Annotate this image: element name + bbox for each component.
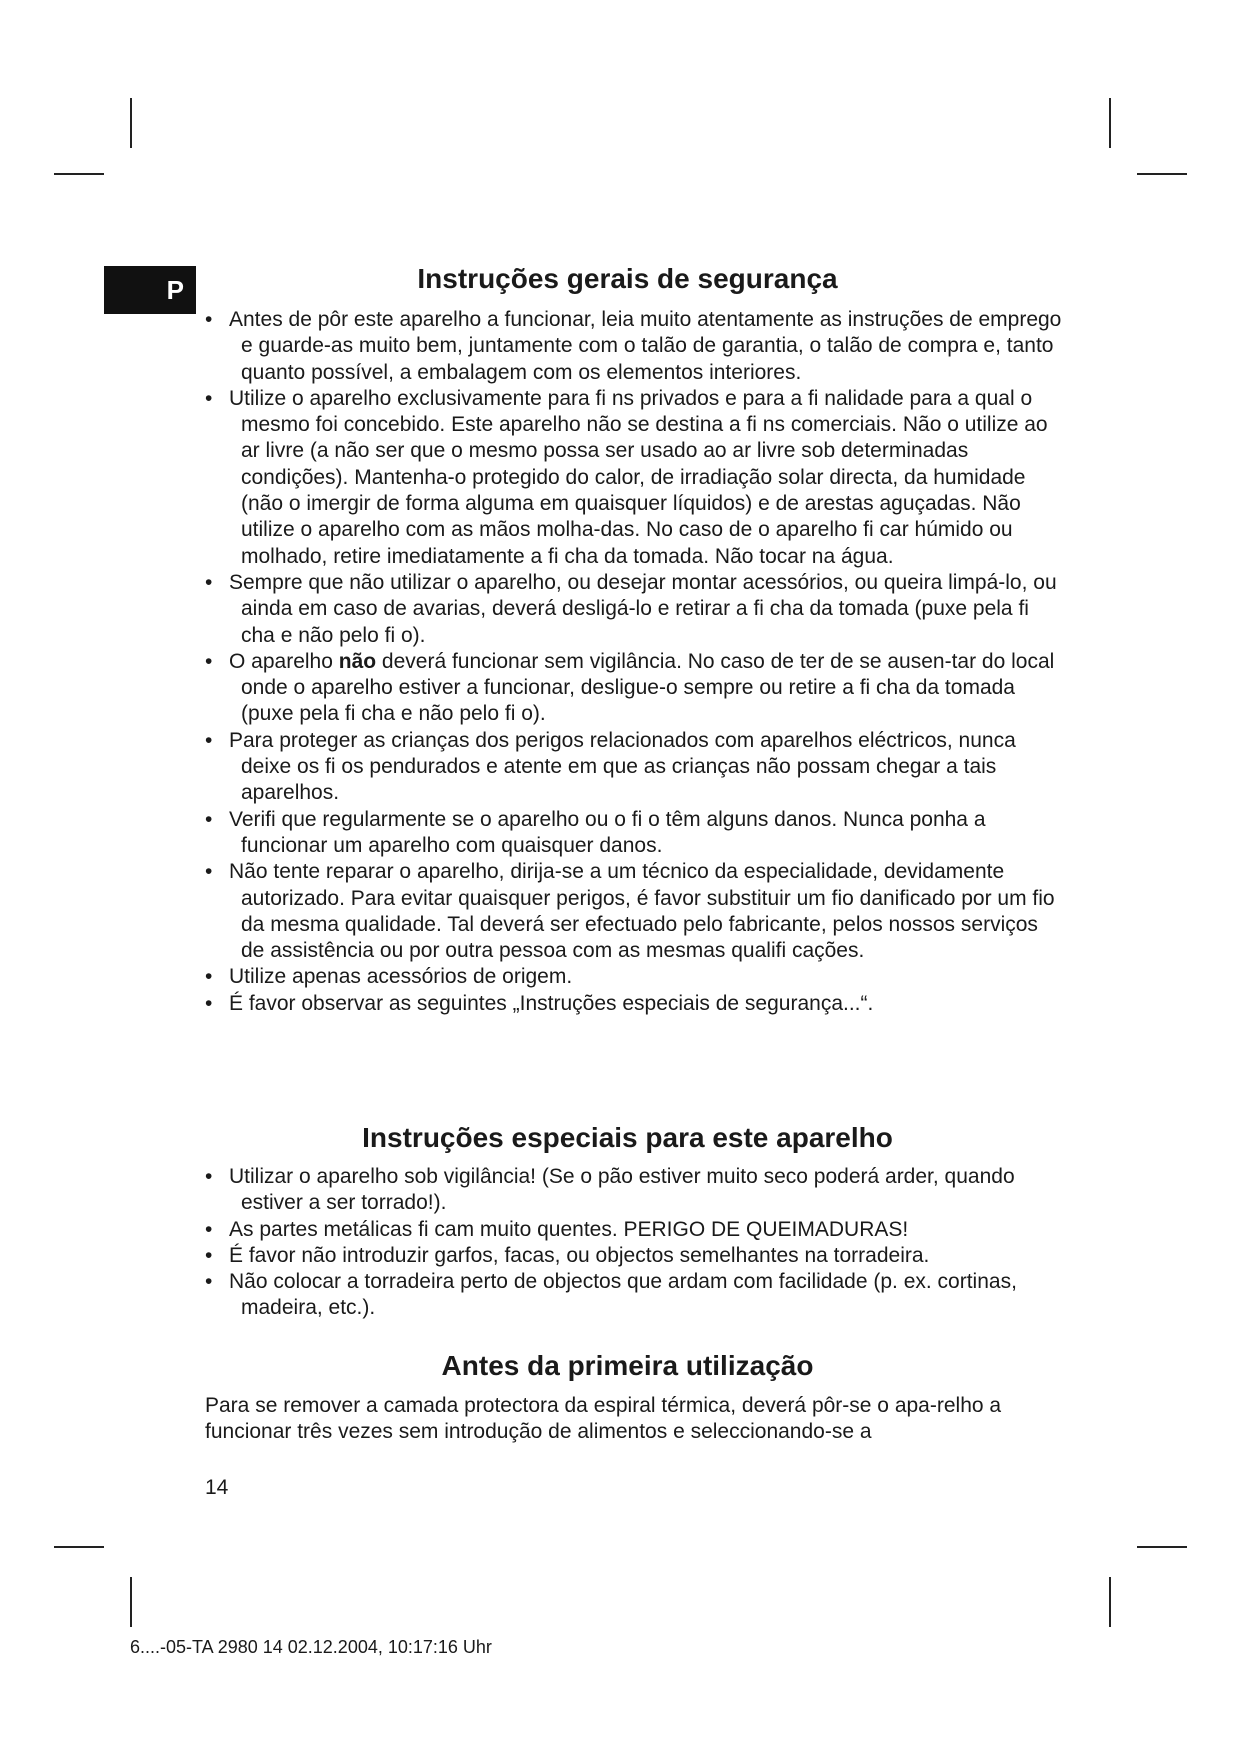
first-use-title: Antes da primeira utilização (441, 1350, 814, 1381)
page-number: 14 (205, 1476, 229, 1499)
crop-mark (130, 1577, 132, 1627)
list-item: • Sempre que não utilizar o aparelho, ou desejar montar acessórios, ou queira limpá-lo, ou ainda em caso de avarias, deverá desligá-lo e retirar a fi cha da tomada (puxe pela fi cha e não pelo fi o). (205, 570, 1065, 649)
general-safety-list (205, 307, 1065, 1017)
list-item: • Antes de pôr este aparelho a funcionar, leia muito atentamente as instruções de emprego e guarde-as muito bem, juntamente com o talão de garantia, o talão de compra e, tanto quanto possível, a embalagem com os elementos interiores. (205, 307, 1065, 386)
general-safety-title: Instruções gerais de segurança (417, 263, 838, 294)
list-item: • O aparelho não deverá funcionar sem vigilância. No caso de ter de se ausen-tar do local onde o aparelho estiver a funcionar, desligue-o sempre ou retire a fi cha da tomada (puxe pela fi cha e não pelo fi o). (205, 649, 1065, 728)
crop-mark (1137, 173, 1187, 175)
list-item: • É favor observar as seguintes „Instruções especiais de segurança...“. (205, 991, 1065, 1017)
list-item: • Verifi que regularmente se o aparelho ou o fi o têm alguns danos. Nunca ponha a funcionar um aparelho com quaisquer danos. (205, 807, 1065, 860)
list-item: • É favor não introduzir garfos, facas, ou objectos semelhantes na torradeira. (205, 1243, 1065, 1269)
first-use-paragraph: Para se remover a camada protectora da espiral térmica, deverá pôr-se o apa-relho a funcionar três vezes sem introdução de alimentos e seleccionando-se a (205, 1394, 1002, 1444)
crop-mark (54, 173, 104, 175)
special-instructions-title: Instruções especiais para este aparelho (362, 1122, 893, 1153)
crop-mark (54, 1546, 104, 1548)
list-item: • Não tente reparar o aparelho, dirija-se a um técnico da especialidade, devidamente autorizado. Para evitar quaisquer perigos, é favor substituir um fio danificado por um fio da mesma qualidade. Tal deverá ser efectuado pelo fabricante, pelos nossos serviços de assistência ou por outra pessoa com as mesmas qualifi cações. (205, 859, 1065, 964)
crop-mark (130, 98, 132, 148)
print-footer: 6....-05-TA 2980 14 02.12.2004, 10:17:16 Uhr (130, 1637, 492, 1657)
crop-mark (1109, 1577, 1111, 1627)
special-instructions-list (205, 1164, 1065, 1322)
list-item: • Utilizar o aparelho sob vigilância! (Se o pão estiver muito seco poderá arder, quando estiver a ser torrado!). (205, 1164, 1065, 1217)
list-item: • Para proteger as crianças dos perigos relacionados com aparelhos eléctricos, nunca deixe os fi os pendurados e atente em que as crianças não possam chegar a tais aparelhos. (205, 728, 1065, 807)
list-item: • As partes metálicas fi cam muito quentes. PERIGO DE QUEIMADURAS! (205, 1217, 1065, 1243)
crop-mark (1109, 98, 1111, 148)
language-tab (104, 266, 196, 314)
language-tab-label: P (166, 274, 184, 305)
list-item: • Não colocar a torradeira perto de objectos que ardam com facilidade (p. ex. cortinas, madeira, etc.). (205, 1269, 1065, 1322)
list-item: • Utilize apenas acessórios de origem. (205, 964, 1065, 990)
crop-mark (1137, 1546, 1187, 1548)
list-item: • Utilize o aparelho exclusivamente para fi ns privados e para a fi nalidade para a qual o mesmo foi concebido. Este aparelho não se destina a fi ns comerciais. Não o utilize ao ar livre (a não ser que o mesmo possa ser usado ao ar livre sob determinadas condições). Mantenha-o protegido do calor, de irradiação solar directa, da humidade (não o imergir de forma alguma em quaisquer líquidos) e de arestas aguçadas. Não utilize o aparelho com as mãos molha-das. No caso de o aparelho fi car húmido ou molhado, retire imediatamente a fi cha da tomada. Não tocar na água. (205, 386, 1065, 570)
